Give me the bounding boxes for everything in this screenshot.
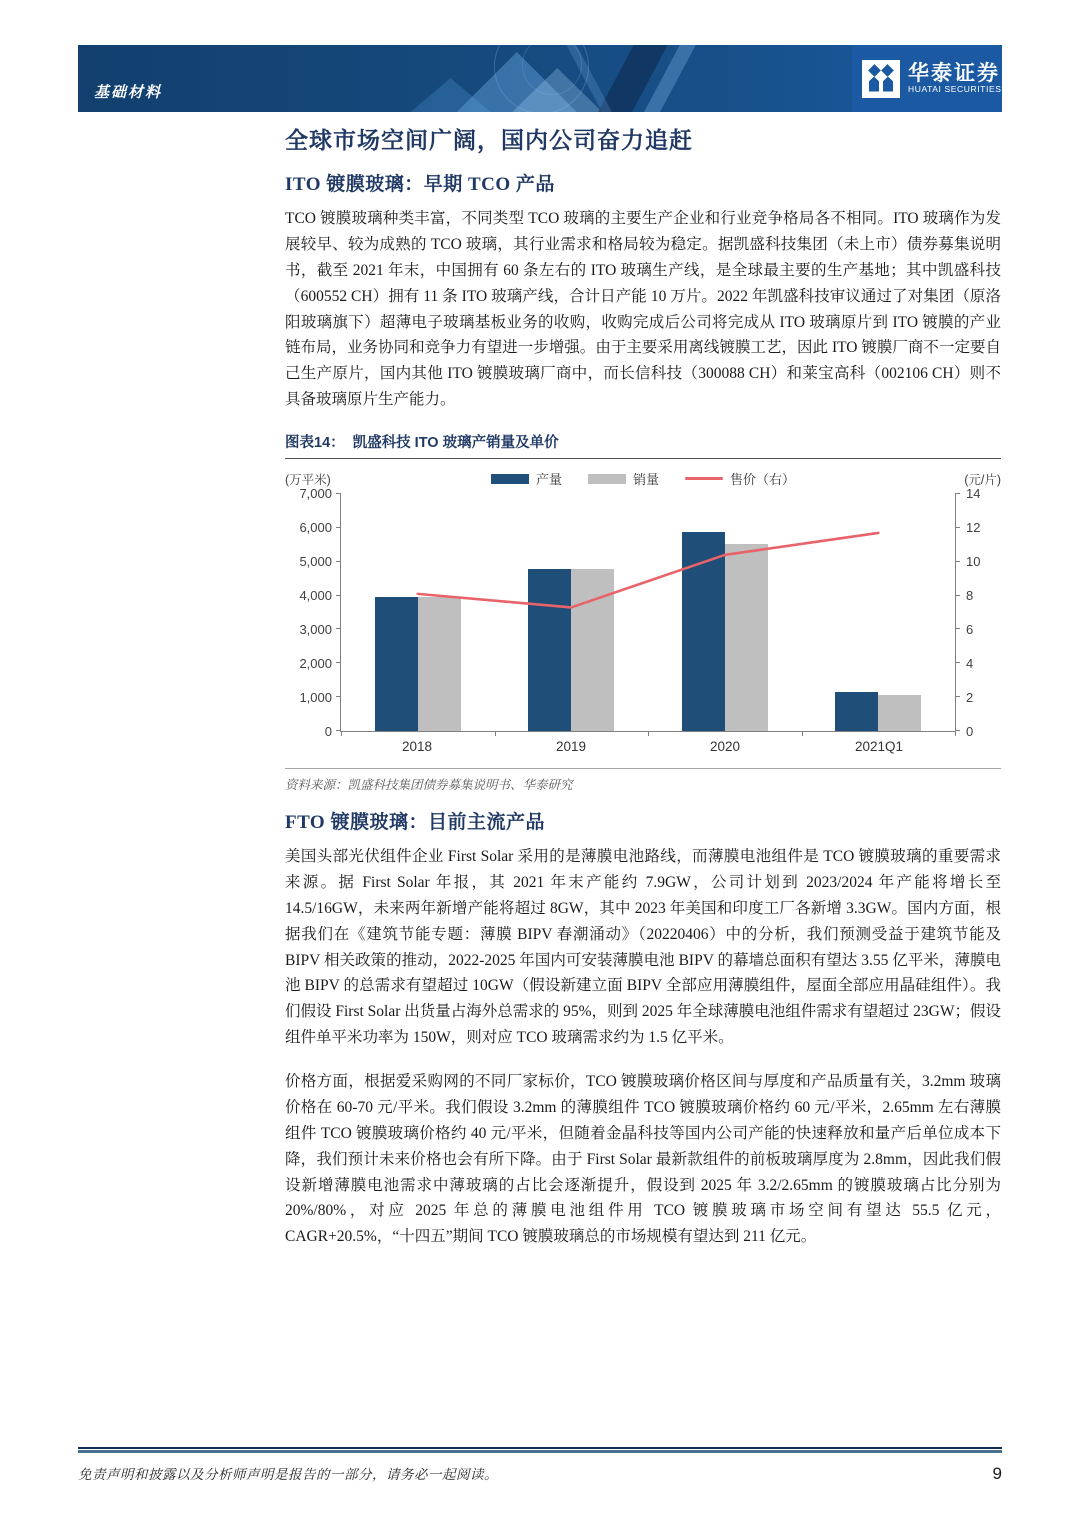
right-axis-unit: (元/片) xyxy=(964,472,1001,487)
footer-rule-2 xyxy=(78,1450,1002,1453)
x-axis-label: 2020 xyxy=(709,739,741,754)
x-axis-labels xyxy=(340,739,956,754)
left-axis xyxy=(285,486,340,739)
figure-title-text: 凯盛科技 ITO 玻璃产销量及单价 xyxy=(352,435,559,451)
footer-rule xyxy=(78,1447,1002,1449)
axis-tick xyxy=(336,696,341,697)
legend-label: 产量 xyxy=(535,472,562,487)
paragraph-fto-1: 美国头部光伏组件企业 First Solar 采用的是薄膜电池路线，而薄膜电池组件是 TCO 镀膜玻璃的重要需求来源。据 First Solar 年报，其 2021 年末产能约 7.9GW，公司计划到 2023/2024 年产能将增长至 14.5/16GW，未来两年新增产能将超过 8GW，其中 2023 年美国和印度工厂各新增 3.3GW。国内方面，根据我们在《建筑节能专题：薄膜 BIPV 春潮涌动》（20220406）中的分析，我们预测受益于建筑节能及 BIPV 相关政策的推动，2022-2025 年国内可安装薄膜电池 BIPV 的幕墙总面积有望达 3.55 亿平米，薄膜电池 BIPV 的总需求有望超过 10GW（假设新建立面 BIPV 全部应用薄膜组件，屋面全部应用晶硅组件）。我们假设 First Solar 出货量占海外总需求的 95%，则到 2025 年全球薄膜电池组件需求有望超过 23GW；假设组件单平米功率为 150W，则对应 TCO 玻璃需求约为 1.5 亿平米。 xyxy=(285,848,1002,1047)
price-line xyxy=(418,533,879,607)
y-axis-label-right: 10 xyxy=(966,554,981,569)
x-axis-tick xyxy=(648,731,649,736)
axis-tick xyxy=(336,527,341,528)
figure-14 xyxy=(285,431,1001,793)
y-axis-label-left: 2,000 xyxy=(299,656,332,672)
footer-disclaimer: 免责声明和披露以及分析师声明是报告的一部分，请务必一起阅读。 xyxy=(78,1467,498,1482)
y-axis-label-left: 4,000 xyxy=(299,588,332,604)
section-heading-fto: FTO 镀膜玻璃：目前主流产品 xyxy=(285,812,545,833)
legend-label: 销量 xyxy=(632,472,659,487)
report-body xyxy=(285,122,1001,1256)
x-axis-tick xyxy=(802,731,803,736)
paragraph-fto-2: 价格方面，根据爱采购网的不同厂家标价，TCO 镀膜玻璃价格区间与厚度和产品质量有关，3.2mm 玻璃价格在 60-70 元/平米。我们假设 3.2mm 的薄膜组件 TCO 镀膜玻璃价格约 60 元/平米，2.65mm 左右薄膜组件 TCO 镀膜玻璃价格约 40 元/平米，但随着金晶科技等国内公司产能的快速释放和量产后单位成本下降，我们预计未来价格也会有所下降。由于 First Solar 最新款组件的前板玻璃厚度为 2.8mm，因此我们假设新增薄膜电池需求中薄玻璃的占比会逐渐提升，假设到 2025 年 3.2/2.65mm 的镀膜玻璃占比分别为 20%/80%，对应 2025 年总的薄膜电池组件用 TCO 镀膜玻璃市场空间有望达 55.5 亿元，CAGR+20.5%，“十四五”期间 TCO 镀膜玻璃总的市场规模有望达到 211 亿元。 xyxy=(285,1073,1002,1246)
report-category: 基础材料 xyxy=(94,85,163,101)
y-axis-label-right: 2 xyxy=(966,690,974,706)
y-axis-label-left: 0 xyxy=(324,724,332,739)
y-axis-label-right: 6 xyxy=(966,622,974,637)
chart xyxy=(285,459,1001,754)
y-axis-label-right: 12 xyxy=(966,520,981,535)
x-axis-label: 2021Q1 xyxy=(854,739,904,754)
y-axis-label-right: 4 xyxy=(966,656,974,672)
price-line-layer xyxy=(341,494,955,731)
header-banner xyxy=(78,45,1002,112)
y-axis-label-left: 5,000 xyxy=(299,554,332,569)
x-axis-label: 2019 xyxy=(555,739,587,754)
legend-item xyxy=(491,469,562,488)
figure-title xyxy=(285,431,1001,459)
legend-swatch-line xyxy=(685,477,723,480)
y-axis-label-right: 8 xyxy=(966,588,974,604)
axis-tick xyxy=(336,662,341,663)
legend-swatch-bar xyxy=(491,474,529,484)
page-number: 9 xyxy=(992,1464,1002,1483)
figure-label: 图表14： xyxy=(285,435,345,451)
legend-label: 售价（右） xyxy=(730,472,796,487)
chart-legend xyxy=(375,469,911,488)
page-footer xyxy=(78,1447,1002,1484)
huatai-logo xyxy=(852,45,1002,112)
right-axis xyxy=(956,486,1001,739)
paragraph-ito: TCO 镀膜玻璃种类丰富，不同类型 TCO 玻璃的主要生产企业和行业竞争格局各不相同。ITO 玻璃作为发展较早、较为成熟的 TCO 玻璃，其行业需求和格局较为稳定。据凯盛科技集团（未上市）债券募集说明书，截至 2021 年末，中国拥有 60 条左右的 ITO 玻璃生产线，是全球最主要的生产基地；其中凯盛科技（600552 CH）拥有 11 条 ITO 玻璃产线，合计日产能 10 万片。2022 年凯盛科技审议通过了对集团（原洛阳玻璃旗下）超薄电子玻璃基板业务的收购，收购完成后公司将完成从 ITO 玻璃原片到 ITO 镀膜的产业链布局，业务协同和竞争力有望进一步增强。由于主要采用离线镀膜工艺，因此 ITO 镀膜厂商不一定要自己生产原片，国内其他 ITO 镀膜玻璃厂商中，而长信科技（300088 CH）和莱宝高科（002106 CH）则不具备玻璃原片生产能力。 xyxy=(285,210,1001,409)
y-axis-label-right: 14 xyxy=(966,486,981,501)
left-axis-unit: (万平米) xyxy=(285,472,331,487)
y-axis-label-right: 0 xyxy=(966,724,974,739)
legend-item xyxy=(588,469,659,488)
y-axis-label-left: 7,000 xyxy=(299,486,332,501)
axis-tick xyxy=(336,493,341,494)
x-axis-label: 2018 xyxy=(401,739,433,754)
plot-area xyxy=(340,494,956,732)
huatai-logo-icon xyxy=(862,60,900,98)
y-axis-label-left: 1,000 xyxy=(299,690,332,706)
brand-name-cn: 华泰证券 xyxy=(908,62,1000,86)
y-axis-label-left: 6,000 xyxy=(299,520,332,535)
section-heading-ito: ITO 镀膜玻璃：早期 TCO 产品 xyxy=(285,174,555,195)
legend-item xyxy=(685,469,795,488)
brand-name-en: HUATAI SECURITIES xyxy=(908,84,1002,95)
x-axis-tick xyxy=(341,731,342,736)
axis-tick xyxy=(336,595,341,596)
axis-tick xyxy=(336,561,341,562)
y-axis-label-left: 3,000 xyxy=(299,622,332,637)
figure-source: 资料来源：凯盛科技集团债券募集说明书、华泰研究 xyxy=(285,768,1001,793)
page-title: 全球市场空间广阔，国内公司奋力追赶 xyxy=(285,128,693,153)
legend-swatch-bar xyxy=(588,474,626,484)
axis-tick xyxy=(336,628,341,629)
x-axis-tick xyxy=(495,731,496,736)
